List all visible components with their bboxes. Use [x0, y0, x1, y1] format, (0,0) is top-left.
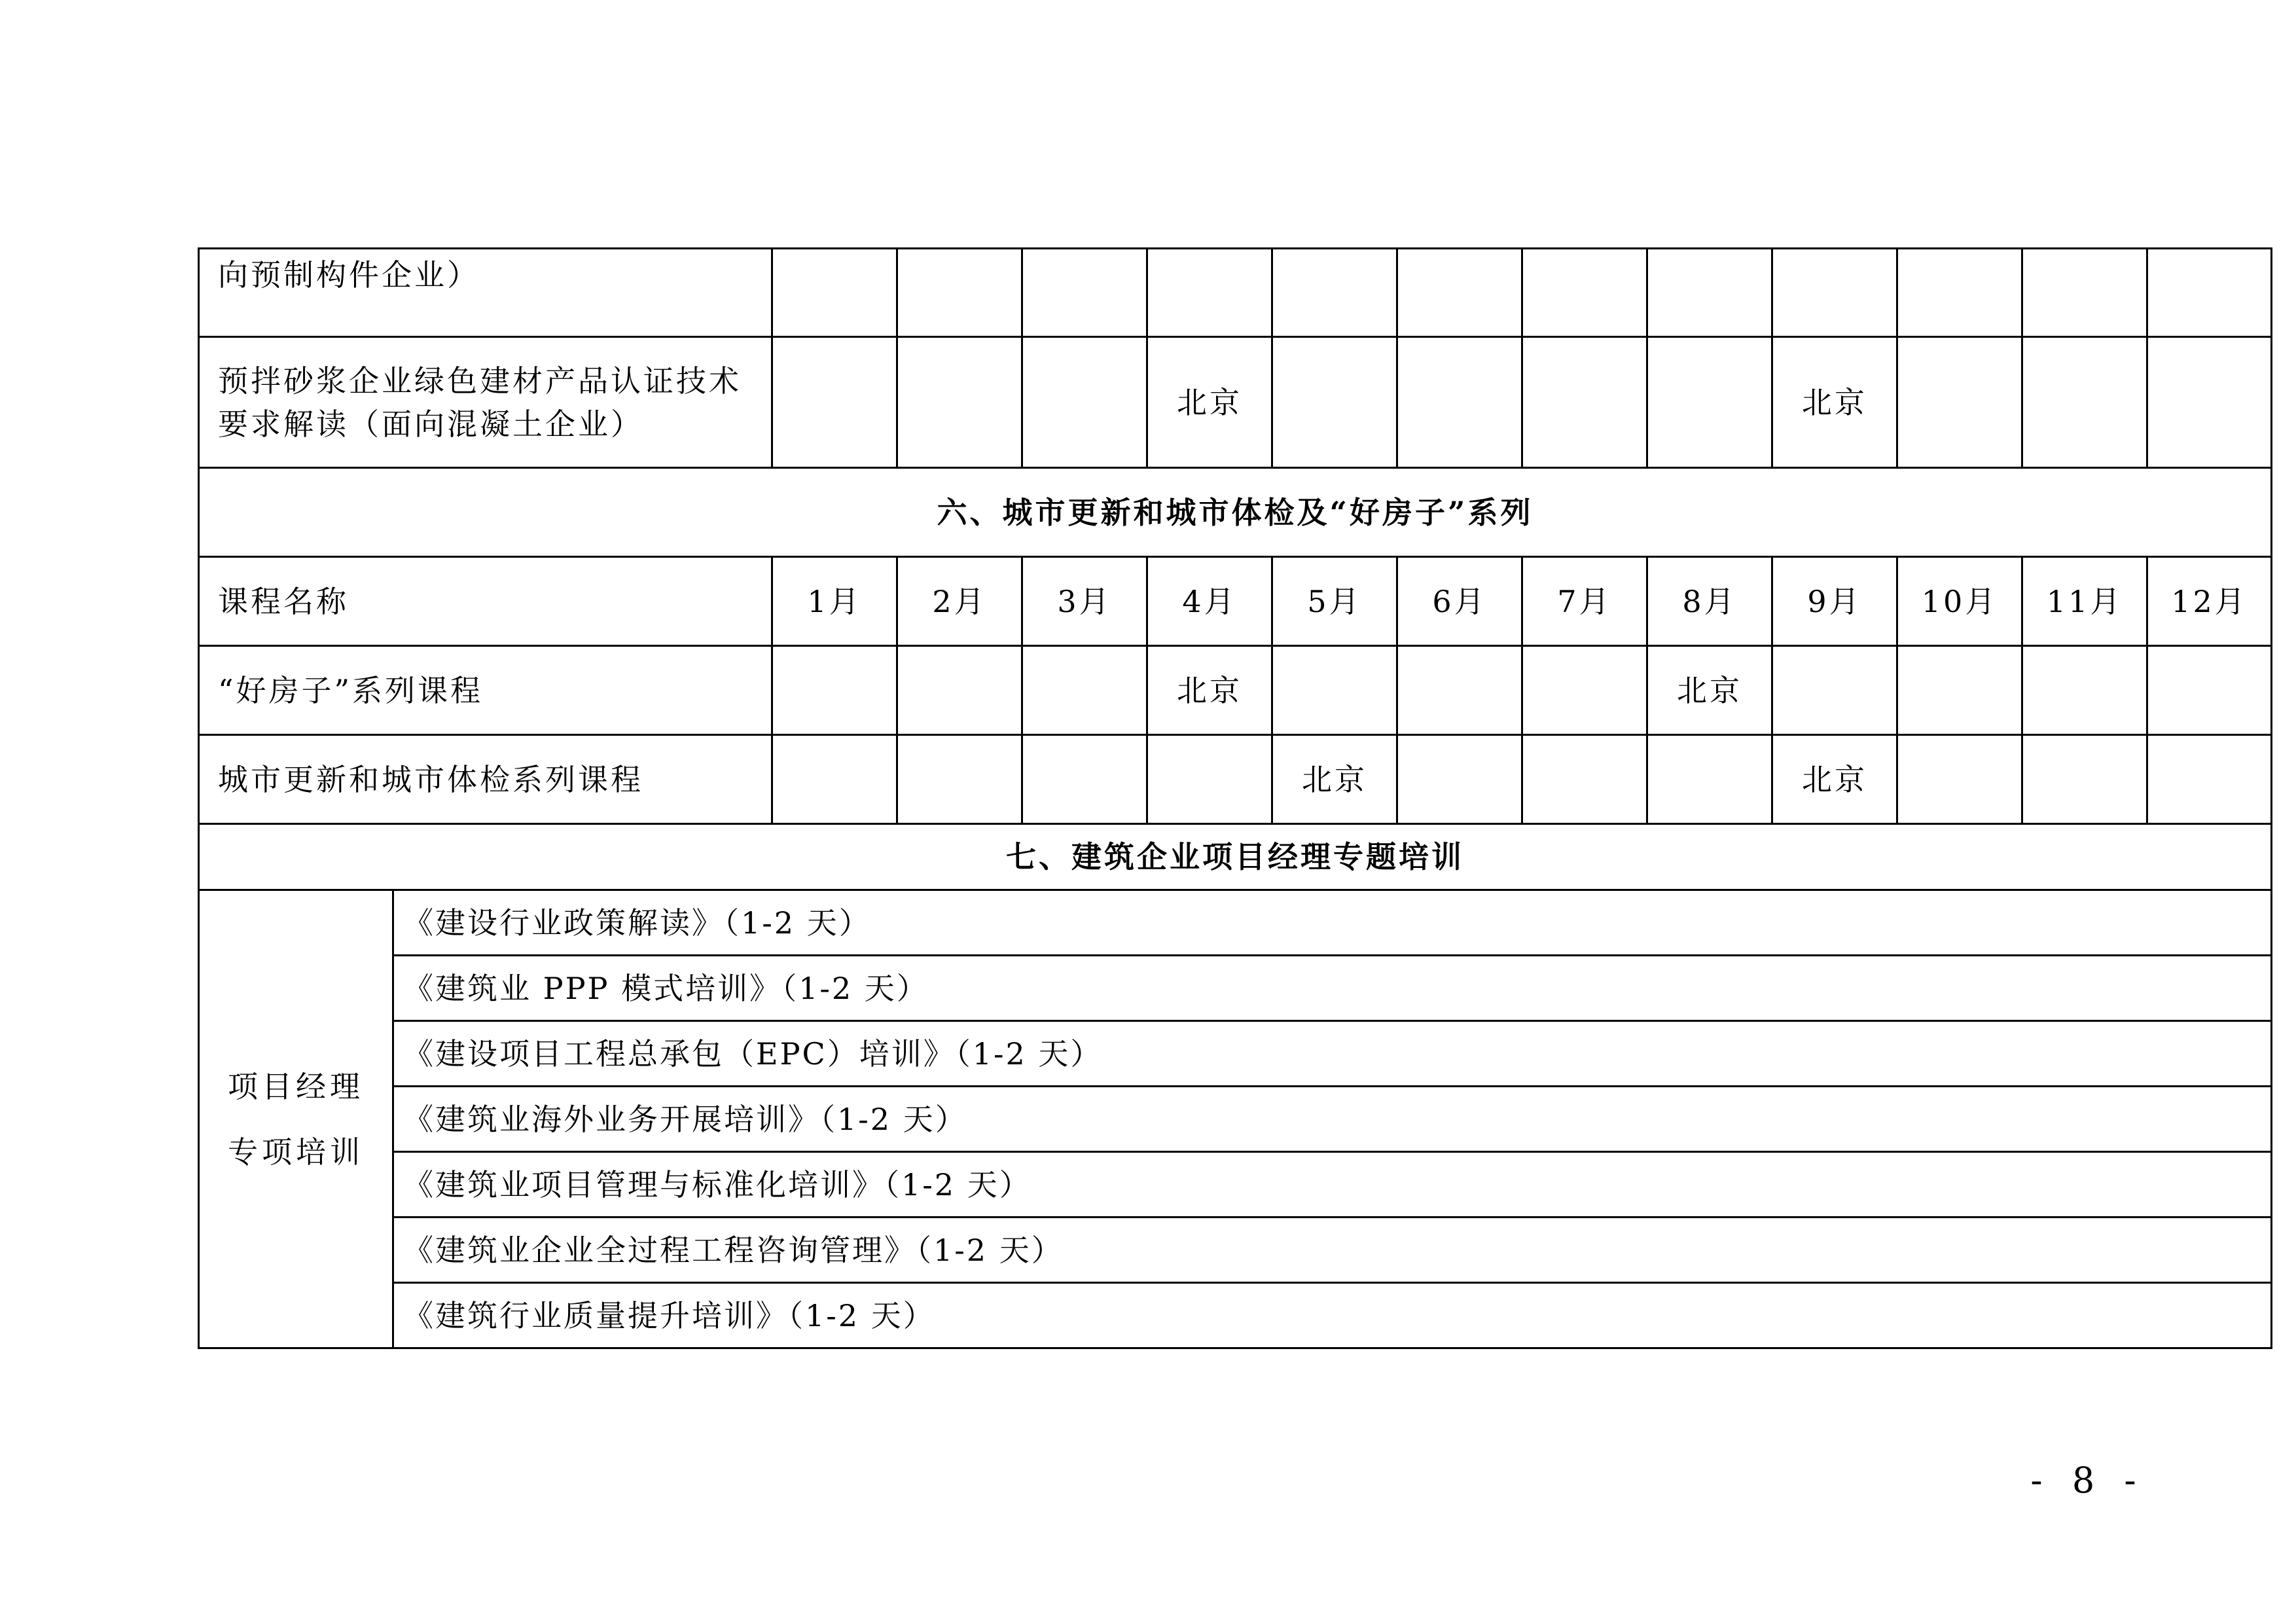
month-header: 5月 — [1272, 557, 1397, 646]
section-heading-row — [199, 824, 2272, 890]
month-header: 7月 — [1522, 557, 1647, 646]
month-cell — [897, 249, 1022, 337]
month-cell — [1022, 735, 1147, 824]
list-item — [199, 956, 2272, 1021]
month-cell — [1272, 646, 1397, 735]
month-cell — [1022, 646, 1147, 735]
list-item — [199, 1283, 2272, 1348]
month-cell — [1522, 337, 1647, 468]
month-cell — [1772, 249, 1897, 337]
month-cell: 北京 — [1772, 735, 1897, 824]
table-row — [199, 249, 2272, 337]
month-cell — [2147, 735, 2272, 824]
table-row — [199, 735, 2272, 824]
page-number: - 8 - — [2030, 1460, 2145, 1501]
group-label-line: 项目经理 — [228, 1068, 364, 1104]
section-7-heading: 七、建筑企业项目经理专题培训 — [199, 824, 2272, 890]
month-cell — [1022, 249, 1147, 337]
month-cell — [2022, 646, 2147, 735]
course-item: 《建筑行业质量提升培训》（1-2 天） — [393, 1283, 2272, 1348]
month-cell — [772, 249, 897, 337]
month-cell — [2147, 646, 2272, 735]
project-manager-group-label — [199, 890, 393, 1348]
month-cell — [1397, 337, 1522, 468]
month-cell — [772, 646, 897, 735]
course-item: 《建筑业 PPP 模式培训》（1-2 天） — [393, 956, 2272, 1021]
month-cell — [1647, 735, 1772, 824]
month-cell — [1897, 646, 2022, 735]
list-item — [199, 1218, 2272, 1283]
month-header: 11月 — [2022, 557, 2147, 646]
section-heading-row — [199, 468, 2272, 557]
month-header: 12月 — [2147, 557, 2272, 646]
month-header: 10月 — [1897, 557, 2022, 646]
group-label-line: 专项培训 — [228, 1134, 364, 1170]
course-name-header: 课程名称 — [199, 557, 772, 646]
month-cell: 北京 — [1272, 735, 1397, 824]
month-cell: 北京 — [1772, 337, 1897, 468]
month-cell — [2147, 337, 2272, 468]
month-cell — [1897, 249, 2022, 337]
month-cell — [1147, 249, 1272, 337]
training-schedule-table — [198, 247, 2272, 1349]
month-cell: 北京 — [1147, 337, 1272, 468]
course-item: 《建筑业企业全过程工程咨询管理》（1-2 天） — [393, 1218, 2272, 1283]
month-header: 2月 — [897, 557, 1022, 646]
month-cell — [897, 735, 1022, 824]
month-header: 3月 — [1022, 557, 1147, 646]
month-cell — [1772, 646, 1897, 735]
course-name-cell: 城市更新和城市体检系列课程 — [199, 735, 772, 824]
month-cell — [1522, 249, 1647, 337]
list-item — [199, 1087, 2272, 1152]
month-cell — [772, 337, 897, 468]
course-item: 《建设行业政策解读》（1-2 天） — [393, 890, 2272, 956]
month-cell — [1522, 735, 1647, 824]
month-header: 8月 — [1647, 557, 1772, 646]
month-cell — [1647, 337, 1772, 468]
month-cell — [1272, 249, 1397, 337]
month-cell — [1897, 337, 2022, 468]
course-item: 《建设项目工程总承包（EPC）培训》（1-2 天） — [393, 1021, 2272, 1087]
month-header-row — [199, 557, 2272, 646]
month-cell — [1647, 249, 1772, 337]
month-cell — [1022, 337, 1147, 468]
course-name-cell: 预拌砂浆企业绿色建材产品认证技术要求解读（面向混凝土企业） — [199, 337, 772, 468]
month-cell — [2022, 337, 2147, 468]
month-cell — [897, 337, 1022, 468]
month-cell — [897, 646, 1022, 735]
month-header: 1月 — [772, 557, 897, 646]
month-cell — [2022, 249, 2147, 337]
month-cell: 北京 — [1147, 646, 1272, 735]
month-cell — [1397, 735, 1522, 824]
course-name-cell: 向预制构件企业） — [199, 249, 772, 337]
table-row — [199, 646, 2272, 735]
table-row — [199, 337, 2272, 468]
month-cell — [2147, 249, 2272, 337]
section-6-heading: 六、城市更新和城市体检及“好房子”系列 — [199, 468, 2272, 557]
month-cell — [2022, 735, 2147, 824]
list-item — [199, 890, 2272, 956]
month-cell — [1522, 646, 1647, 735]
month-cell — [1147, 735, 1272, 824]
list-item — [199, 1021, 2272, 1087]
month-cell — [1397, 646, 1522, 735]
course-item: 《建筑业项目管理与标准化培训》（1-2 天） — [393, 1152, 2272, 1218]
month-cell — [1272, 337, 1397, 468]
month-cell — [1397, 249, 1522, 337]
month-cell — [1897, 735, 2022, 824]
month-header: 6月 — [1397, 557, 1522, 646]
list-item — [199, 1152, 2272, 1218]
month-header: 9月 — [1772, 557, 1897, 646]
month-cell — [772, 735, 897, 824]
course-name-cell: “好房子”系列课程 — [199, 646, 772, 735]
month-header: 4月 — [1147, 557, 1272, 646]
course-item: 《建筑业海外业务开展培训》（1-2 天） — [393, 1087, 2272, 1152]
month-cell: 北京 — [1647, 646, 1772, 735]
